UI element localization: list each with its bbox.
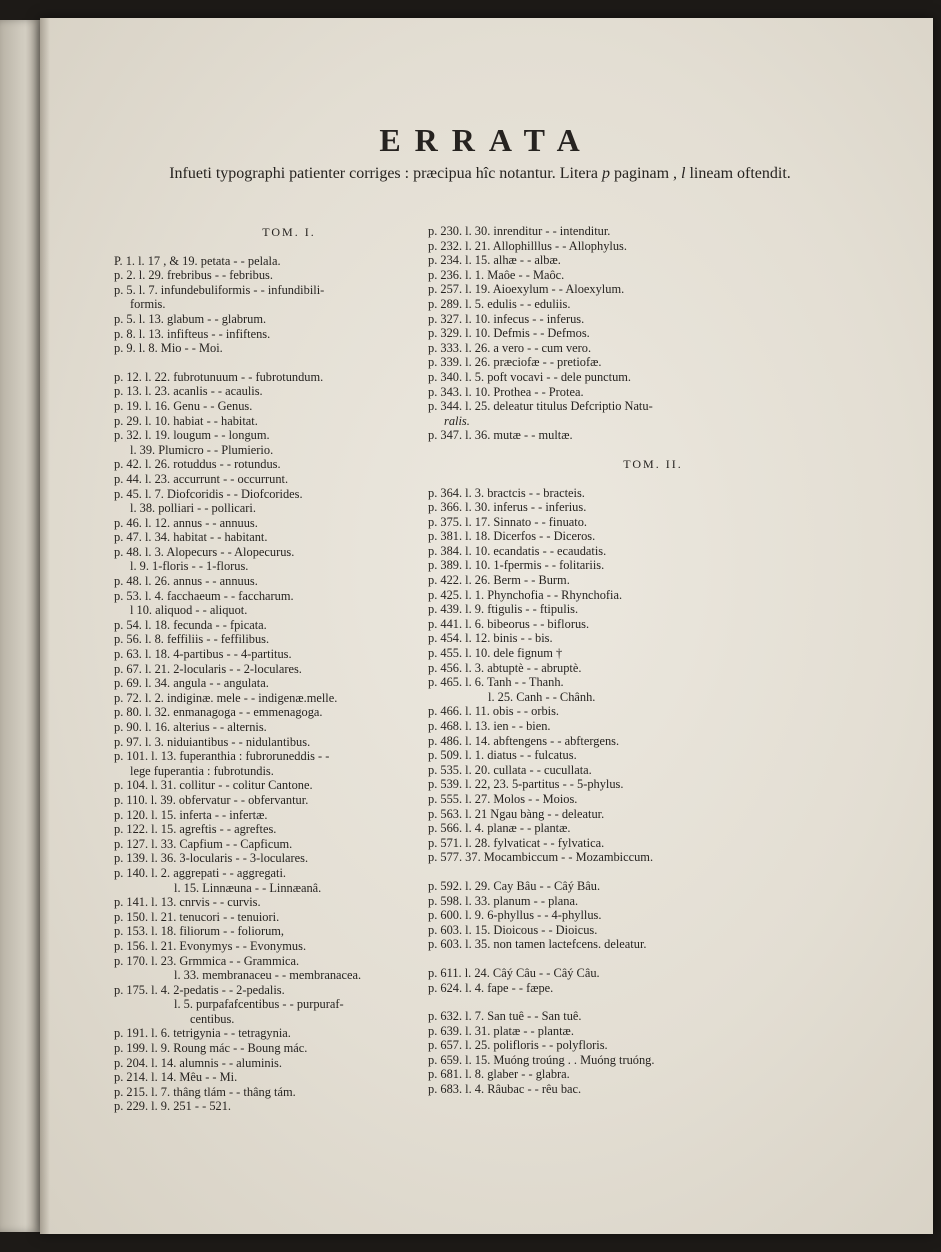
erratum-line: l. 39. Plumicro - - Plumierio. <box>130 442 274 457</box>
erratum-line: p. 624. l. 4. fape - - fæpe. <box>428 980 554 995</box>
erratum-line: p. 381. l. 18. Dicerfos - - Diceros. <box>428 529 596 544</box>
erratum-line: p. 8. l. 13. infifteus - - infiftens. <box>114 326 271 341</box>
erratum-line: p. 19. l. 16. Genu - - Genus. <box>114 398 253 413</box>
erratum-line: p. 639. l. 31. platæ - - plantæ. <box>428 1023 574 1038</box>
erratum-line: p. 214. l. 14. Mêu - - Mi. <box>114 1070 238 1085</box>
erratum-line: p. 175. l. 4. 2-pedatis - - 2-pedalis. <box>114 982 285 997</box>
erratum-line: p. 110. l. 39. obfervatur - - obfervantur. <box>114 792 309 807</box>
erratum-line: p. 230. l. 30. inrenditur - - intenditur. <box>428 224 611 238</box>
erratum-line: p. 555. l. 27. Molos - - Moios. <box>428 791 578 806</box>
erratum-line: p. 2. l. 29. frebribus - - febribus. <box>114 268 273 283</box>
tom-1-left-list <box>114 254 434 1114</box>
erratum-line: l. 9. 1-floris - - 1-florus. <box>130 559 249 574</box>
erratum-line: p. 191. l. 6. tetrigynia - - tetragynia. <box>114 1026 291 1041</box>
erratum-line: p. 598. l. 33. planum - - plana. <box>428 893 579 908</box>
erratum-line: p. 257. l. 19. Aioexylum - - Aloexylum. <box>428 282 625 297</box>
erratum-line: p. 340. l. 5. poft vocavi - - dele punctum. <box>428 369 632 384</box>
previous-page-edge <box>0 20 42 1232</box>
erratum-line: p. 48. l. 26. annus - - annuus. <box>114 574 258 589</box>
erratum-line: l. 15. Linnæuna - - Linnæanâ. <box>174 880 322 895</box>
erratum-line: p. 454. l. 12. binis - - bis. <box>428 631 553 646</box>
erratum-line: l. 38. polliari - - pollicari. <box>130 501 256 516</box>
subtitle-text-3: lineam oftendit. <box>685 165 791 182</box>
erratum-line: p. 156. l. 21. Evonymys - - Evonymus. <box>114 938 307 953</box>
erratum-line: p. 563. l. 21 Ngau bàng - - deleatur. <box>428 806 605 821</box>
erratum-line: p. 153. l. 18. filiorum - - foliorum, <box>114 924 285 939</box>
erratum-line: p. 54. l. 18. fecunda - - fpicata. <box>114 617 267 632</box>
erratum-line: p. 600. l. 9. 6-phyllus - - 4-phyllus. <box>428 908 602 923</box>
errata-page <box>40 18 933 1234</box>
erratum-line: p. 46. l. 12. annus - - annuus. <box>114 515 258 530</box>
erratum-line: p. 5. l. 13. glabum - - glabrum. <box>114 311 267 326</box>
erratum-line: centibus. <box>190 1011 235 1026</box>
erratum-line: p. 632. l. 7. San tuê - - San tuê. <box>428 1009 582 1024</box>
erratum-line: p. 366. l. 30. inferus - - inferius. <box>428 500 587 515</box>
erratum-line: p. 364. l. 3. bractcis - - bracteis. <box>428 485 585 500</box>
erratum-line: formis. <box>130 297 166 312</box>
erratum-line: P. 1. l. 17 , & 19. petata - - pelala. <box>114 253 281 268</box>
erratum-line: p. 347. l. 36. mutæ - - multæ. <box>428 428 573 443</box>
erratum-line: p. 681. l. 8. glaber - - glabra. <box>428 1067 570 1082</box>
erratum-line: p. 101. l. 13. fuperanthia : fubroruneddis - - <box>114 749 330 764</box>
erratum-line: l. 25. Canh - - Chânh. <box>488 689 596 704</box>
erratum-line: ralis. <box>444 413 470 428</box>
erratum-line: p. 69. l. 34. angula - - angulata. <box>114 676 269 691</box>
erratum-line: p. 215. l. 7. thâng tlám - - thâng tám. <box>114 1084 296 1099</box>
erratum-line: p. 42. l. 26. rotuddus - - rotundus. <box>114 457 281 472</box>
tom-2-list <box>428 486 898 1097</box>
erratum-line: p. 422. l. 26. Berm - - Burm. <box>428 573 570 588</box>
erratum-line: p. 344. l. 25. deleatur titulus Defcriptio Natu- <box>428 399 653 414</box>
erratum-line: p. 44. l. 23. accurrunt - - occurrunt. <box>114 471 289 486</box>
erratum-line: p. 13. l. 23. acanlis - - acaulis. <box>114 384 263 399</box>
erratum-line: p. 67. l. 21. 2-locularis - - 2-loculares. <box>114 661 302 676</box>
erratum-line: p. 659. l. 15. Muóng troúng . . Muóng truóng. <box>428 1052 655 1067</box>
erratum-line: p. 683. l. 4. Râubac - - rêu bac. <box>428 1082 582 1097</box>
erratum-line: p. 204. l. 14. alumnis - - aluminis. <box>114 1055 282 1070</box>
errata-left-column <box>114 225 434 1114</box>
erratum-line: p. 120. l. 15. inferta - - infertæ. <box>114 807 268 822</box>
erratum-line: p. 441. l. 6. bibeorus - - biflorus. <box>428 616 590 631</box>
errata-subtitle <box>120 164 840 183</box>
erratum-line: p. 535. l. 20. cullata - - cucullata. <box>428 762 592 777</box>
erratum-line: p. 486. l. 14. abftengens - - abftergens. <box>428 733 620 748</box>
erratum-line: p. 140. l. 2. aggrepati - - aggregati. <box>114 865 287 880</box>
erratum-line: p. 375. l. 17. Sinnato - - finuato. <box>428 514 587 529</box>
erratum-line: p. 384. l. 10. ecandatis - - ecaudatis. <box>428 543 607 558</box>
erratum-line: p. 141. l. 13. cnrvis - - curvis. <box>114 895 261 910</box>
erratum-line: p. 53. l. 4. facchaeum - - faccharum. <box>114 588 294 603</box>
erratum-line: p. 439. l. 9. ftigulis - - ftipulis. <box>428 602 579 617</box>
erratum-line: p. 456. l. 3. abtuptè - - abruptè. <box>428 660 582 675</box>
erratum-line: p. 339. l. 26. præciofæ - - pretiofæ. <box>428 355 602 370</box>
erratum-line: p. 657. l. 25. polifloris - - polyfloris. <box>428 1038 608 1053</box>
erratum-line: p. 12. l. 22. fubrotunuum - - fubrotundum. <box>114 369 324 384</box>
erratum-line: p. 47. l. 34. habitat - - habitant. <box>114 530 268 545</box>
erratum-line: l. 5. purpafafcentibus - - purpuraf- <box>174 997 344 1012</box>
book-gutter-shadow <box>40 18 50 1234</box>
erratum-line: p. 466. l. 11. obis - - orbis. <box>428 704 560 719</box>
subtitle-text-2: paginam , <box>609 165 682 182</box>
erratum-line: p. 48. l. 3. Alopecurs - - Alopecurus. <box>114 544 295 559</box>
errata-right-column <box>428 224 898 1097</box>
subtitle-p: p <box>601 165 610 182</box>
erratum-line: p. 539. l. 22, 23. 5-partitus - - 5-phylus. <box>428 777 624 792</box>
erratum-line: p. 329. l. 10. Defmis - - Defmos. <box>428 326 590 341</box>
erratum-line: p. 509. l. 1. diatus - - fulcatus. <box>428 748 577 763</box>
erratum-line: p. 104. l. 31. collitur - - colitur Cantone. <box>114 778 313 793</box>
erratum-line: p. 577. 37. Mocambiccum - - Mozambiccum. <box>428 850 654 865</box>
erratum-line: l. 33. membranaceu - - membranacea. <box>174 968 362 983</box>
erratum-line: l 10. aliquod - - aliquot. <box>130 603 248 618</box>
erratum-line: p. 343. l. 10. Prothea - - Protea. <box>428 384 584 399</box>
erratum-line: p. 611. l. 24. Câý Câu - - Câý Câu. <box>428 965 600 980</box>
erratum-line: p. 603. l. 35. non tamen lactefcens. deleatur. <box>428 937 647 952</box>
erratum-line: p. 122. l. 15. agreftis - - agreftes. <box>114 822 277 837</box>
erratum-line: p. 425. l. 1. Phynchofia - - Rhynchofia. <box>428 587 623 602</box>
erratum-line: p. 468. l. 13. ien - - bien. <box>428 719 551 733</box>
erratum-line: p. 289. l. 5. edulis - - eduliis. <box>428 296 571 311</box>
erratum-line: p. 465. l. 6. Tanh - - Thanh. <box>428 675 564 690</box>
erratum-line: p. 32. l. 19. lougum - - longum. <box>114 428 270 443</box>
erratum-line: p. 150. l. 21. tenucori - - tenuiori. <box>114 909 280 924</box>
erratum-line: p. 170. l. 23. Grmmica - - Grammica. <box>114 953 300 968</box>
erratum-line: p. 236. l. 1. Maôe - - Maôc. <box>428 267 565 282</box>
erratum-line: p. 56. l. 8. feffiliis - - feffilibus. <box>114 632 270 647</box>
erratum-line: p. 199. l. 9. Roung mác - - Boung mác. <box>114 1041 308 1056</box>
erratum-line: p. 90. l. 16. alterius - - alternis. <box>114 720 267 734</box>
erratum-line: p. 229. l. 9. 251 - - 521. <box>114 1099 232 1114</box>
erratum-line: p. 234. l. 15. alhæ - - albæ. <box>428 253 561 268</box>
erratum-line: lege fuperantia : fubrotundis. <box>130 763 274 778</box>
erratum-line: p. 63. l. 18. 4-partibus - - 4-partitus. <box>114 647 292 662</box>
erratum-line: p. 5. l. 7. infundebuliformis - - infundibili- <box>114 282 325 297</box>
page-title: ERRATA <box>379 122 594 158</box>
erratum-line: p. 389. l. 10. 1-fpermis - - folitariis. <box>428 558 605 573</box>
erratum-line: p. 45. l. 7. Diofcoridis - - Diofcorides. <box>114 486 303 501</box>
erratum-line: p. 232. l. 21. Allophilllus - - Allophylus. <box>428 238 627 253</box>
erratum-line: p. 603. l. 15. Dioicous - - Dioicus. <box>428 922 598 937</box>
subtitle-text-1: Infueti typographi patienter corriges : præcipua hîc notantur. Litera <box>169 165 602 182</box>
erratum-line: p. 566. l. 4. planæ - - plantæ. <box>428 821 571 836</box>
tom-1-heading: TOM. I. <box>262 225 316 239</box>
erratum-line: p. 9. l. 8. Mio - - Moi. <box>114 341 223 356</box>
subtitle-l: l <box>681 165 686 182</box>
erratum-line: p. 327. l. 10. infecus - - inferus. <box>428 311 585 326</box>
erratum-line: p. 29. l. 10. habiat - - habitat. <box>114 413 258 428</box>
erratum-line: p. 333. l. 26. a vero - - cum vero. <box>428 340 592 355</box>
erratum-line: p. 127. l. 33. Capfium - - Capficum. <box>114 836 293 851</box>
erratum-line: p. 455. l. 10. dele fignum † <box>428 646 563 661</box>
erratum-line: p. 571. l. 28. fylvaticat - - fylvatica. <box>428 835 605 850</box>
erratum-line: p. 80. l. 32. enmanagoga - - emmenagoga. <box>114 705 323 720</box>
tom-2-heading: TOM. II. <box>623 456 683 471</box>
erratum-line: p. 97. l. 3. niduiantibus - - nidulantibus. <box>114 734 311 749</box>
tom-1-right-list <box>428 224 898 443</box>
erratum-line: p. 72. l. 2. indiginæ. mele - - indigenæ.melle. <box>114 690 338 705</box>
erratum-line: p. 139. l. 36. 3-locularis - - 3-loculares. <box>114 851 309 866</box>
erratum-line: p. 592. l. 29. Cay Bâu - - Câý Bâu. <box>428 878 601 893</box>
